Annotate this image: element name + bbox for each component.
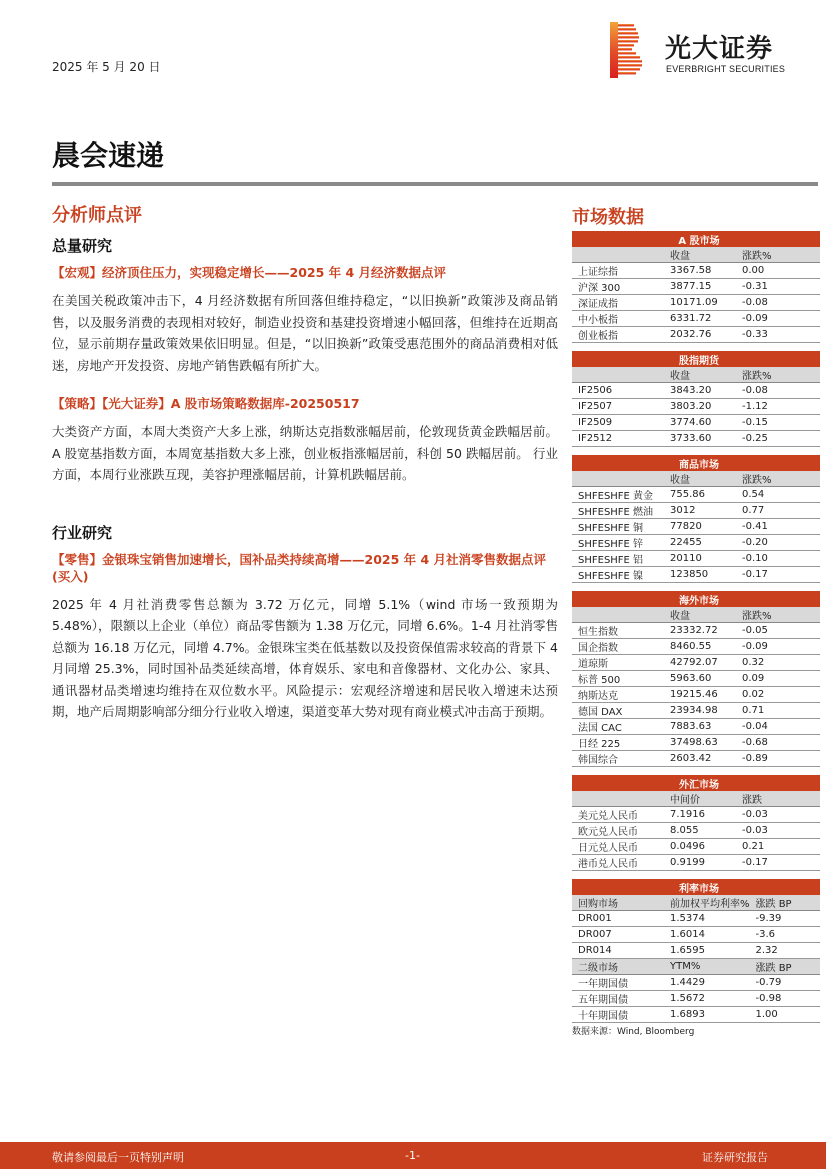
table-row bbox=[572, 327, 820, 343]
column-header: YTM% bbox=[664, 959, 750, 975]
column-header bbox=[572, 367, 664, 383]
row-change: -3.6 bbox=[750, 927, 820, 943]
market-section-title: 市场数据 bbox=[572, 207, 644, 228]
table-title: 外汇市场 bbox=[572, 775, 820, 791]
row-value: 5963.60 bbox=[664, 671, 736, 687]
row-value: 0.0496 bbox=[664, 839, 736, 855]
rates-market-table bbox=[572, 879, 820, 1023]
table-row bbox=[572, 975, 820, 991]
row-change: -0.08 bbox=[736, 383, 820, 399]
table-row bbox=[572, 655, 820, 671]
row-label: SHFESHFE 铜 bbox=[572, 519, 664, 535]
row-label: 恒生指数 bbox=[572, 623, 664, 639]
row-change: -0.98 bbox=[750, 991, 820, 1007]
article-body: 2025 年 4 月社消费零售总额为 3.72 万亿元，同增 5.1%（wind 市场一致预期为 5.48%），限额以上企业（单位）商品零售额为 1.38 万亿元，同增 6.6%。1-4 月社消零售总额为 16.18 万亿元，同增 4.7%。金银珠宝类在低基数以及投资保值需求较高的背景下 4 月同增 25.3%，同时国补品类延续高增，体育娱乐、家电和音像器材、文化办公、家具、通讯器材品类增速均维持在双位数水平。风险提示：宏观经济增速和居民收入增速未达预期，地产后周期影响部分细分行业收入增速，渠道变革大势对现有商业模式冲击高于预期。 bbox=[52, 596, 558, 719]
row-change: -0.68 bbox=[736, 735, 820, 751]
analyst-section-title: 分析师点评 bbox=[52, 205, 142, 226]
row-label: 国企指数 bbox=[572, 639, 664, 655]
article-headline[interactable]: 【零售】金银珠宝销售加速增长，国补品类持续高增——2025 年 4 月社消零售数据点评(买入) bbox=[52, 551, 547, 584]
row-change: -0.08 bbox=[736, 295, 820, 311]
brand-name-cn: 光大证券 bbox=[665, 34, 774, 64]
row-label: IF2506 bbox=[572, 383, 664, 399]
table-row bbox=[572, 551, 820, 567]
row-change: 0.02 bbox=[736, 687, 820, 703]
table-row bbox=[572, 487, 820, 503]
row-label: 法国 CAC bbox=[572, 719, 664, 735]
row-change: -0.17 bbox=[736, 855, 820, 871]
row-label: SHFESHFE 镍 bbox=[572, 567, 664, 583]
column-header: 收盘 bbox=[664, 471, 736, 487]
row-label: 日经 225 bbox=[572, 735, 664, 751]
row-label: 上证综指 bbox=[572, 263, 664, 279]
row-label: 德国 DAX bbox=[572, 703, 664, 719]
table-row bbox=[572, 623, 820, 639]
row-value: 42792.07 bbox=[664, 655, 736, 671]
row-change: -0.33 bbox=[736, 327, 820, 343]
row-change: -0.79 bbox=[750, 975, 820, 991]
row-value: 2032.76 bbox=[664, 327, 736, 343]
row-label: DR007 bbox=[572, 927, 664, 943]
table-title: 海外市场 bbox=[572, 591, 820, 607]
row-label: 中小板指 bbox=[572, 311, 664, 327]
row-value: 1.4429 bbox=[664, 975, 750, 991]
overseas-markets-table bbox=[572, 591, 820, 767]
row-value: 8460.55 bbox=[664, 639, 736, 655]
row-label: 十年期国债 bbox=[572, 1007, 664, 1023]
row-change: 0.77 bbox=[736, 503, 820, 519]
table-row bbox=[572, 991, 820, 1007]
row-label: 欧元兑人民币 bbox=[572, 823, 664, 839]
row-value: 1.5374 bbox=[664, 911, 750, 927]
table-row bbox=[572, 295, 820, 311]
row-value: 10171.09 bbox=[664, 295, 736, 311]
row-label: 港币兑人民币 bbox=[572, 855, 664, 871]
table-row bbox=[572, 823, 820, 839]
row-change: -1.12 bbox=[736, 399, 820, 415]
row-label: SHFESHFE 黄金 bbox=[572, 487, 664, 503]
table-title: A 股市场 bbox=[572, 231, 820, 247]
row-label: 一年期国债 bbox=[572, 975, 664, 991]
commodities-table bbox=[572, 455, 820, 583]
page-number: -1- bbox=[405, 1149, 420, 1162]
row-value: 2603.42 bbox=[664, 751, 736, 767]
table-row bbox=[572, 719, 820, 735]
row-change: -0.89 bbox=[736, 751, 820, 767]
row-value: 0.9199 bbox=[664, 855, 736, 871]
column-header: 收盘 bbox=[664, 607, 736, 623]
article-headline[interactable]: 【策略】【光大证券】A 股市场策略数据库-20250517 bbox=[52, 396, 360, 411]
a-share-table bbox=[572, 231, 820, 343]
everbright-logo bbox=[610, 22, 810, 80]
market-data-column bbox=[572, 207, 820, 1037]
table-row bbox=[572, 839, 820, 855]
column-header: 收盘 bbox=[664, 247, 736, 263]
column-header bbox=[572, 607, 664, 623]
row-change: -9.39 bbox=[750, 911, 820, 927]
table-row bbox=[572, 263, 820, 279]
page-title: 晨会速递 bbox=[52, 139, 165, 172]
column-header: 涨跌% bbox=[736, 367, 820, 383]
row-label: SHFESHFE 铝 bbox=[572, 551, 664, 567]
row-label: 五年期国债 bbox=[572, 991, 664, 1007]
report-type: 证券研究报告 bbox=[702, 1151, 768, 1164]
brand-name-en: EVERBRIGHT SECURITIES bbox=[666, 64, 786, 74]
row-label: SHFESHFE 燃油 bbox=[572, 503, 664, 519]
table-row bbox=[572, 639, 820, 655]
column-header: 涨跌 BP bbox=[750, 895, 820, 911]
row-change: -0.09 bbox=[736, 311, 820, 327]
table-row bbox=[572, 855, 820, 871]
article-body: 在美国关税政策冲击下，4 月经济数据有所回落但维持稳定，“以旧换新”政策涉及商品销售，以及服务消费的表现相对较好，制造业投资和基建投资增速小幅回落，但维持在近期高位，显示前期存量政策效果依旧明显。但是，“以旧换新”政策受惠范围外的商品消费相对低迷，房地产开发投资、房地产销售跌幅有所扩大。 bbox=[52, 293, 558, 373]
column-header: 中间价 bbox=[664, 791, 736, 807]
table-row bbox=[572, 503, 820, 519]
row-change: 0.09 bbox=[736, 671, 820, 687]
row-label: 日元兑人民币 bbox=[572, 839, 664, 855]
row-label: 道琼斯 bbox=[572, 655, 664, 671]
row-change: 0.32 bbox=[736, 655, 820, 671]
article bbox=[52, 264, 558, 376]
row-value: 37498.63 bbox=[664, 735, 736, 751]
table-row bbox=[572, 911, 820, 927]
row-value: 755.86 bbox=[664, 487, 736, 503]
row-change: -0.31 bbox=[736, 279, 820, 295]
row-change: -0.03 bbox=[736, 807, 820, 823]
row-label: 纳斯达克 bbox=[572, 687, 664, 703]
row-change: -0.41 bbox=[736, 519, 820, 535]
row-label: 沪深 300 bbox=[572, 279, 664, 295]
row-change: 0.71 bbox=[736, 703, 820, 719]
index-futures-table bbox=[572, 351, 820, 447]
article bbox=[52, 551, 558, 723]
column-header: 涨跌% bbox=[736, 471, 820, 487]
table-row bbox=[572, 703, 820, 719]
row-value: 19215.46 bbox=[664, 687, 736, 703]
row-change: -0.17 bbox=[736, 567, 820, 583]
row-label: 创业板指 bbox=[572, 327, 664, 343]
row-change: -0.20 bbox=[736, 535, 820, 551]
table-row bbox=[572, 431, 820, 447]
row-value: 7.1916 bbox=[664, 807, 736, 823]
row-value: 3733.60 bbox=[664, 431, 736, 447]
disclaimer-link[interactable]: 敬请参阅最后一页特别声明 bbox=[52, 1151, 184, 1164]
table-row bbox=[572, 519, 820, 535]
column-header: 涨跌% bbox=[736, 247, 820, 263]
row-value: 20110 bbox=[664, 551, 736, 567]
row-value: 23934.98 bbox=[664, 703, 736, 719]
row-label: IF2512 bbox=[572, 431, 664, 447]
macro-research-title: 总量研究 bbox=[52, 237, 113, 255]
row-value: 1.6595 bbox=[664, 943, 750, 959]
table-row bbox=[572, 1007, 820, 1023]
table-row bbox=[572, 943, 820, 959]
row-label: SHFESHFE 锌 bbox=[572, 535, 664, 551]
row-value: 123850 bbox=[664, 567, 736, 583]
row-value: 1.6014 bbox=[664, 927, 750, 943]
table-row bbox=[572, 311, 820, 327]
page-footer bbox=[0, 1142, 826, 1169]
row-change: 1.00 bbox=[750, 1007, 820, 1023]
row-change: 0.54 bbox=[736, 487, 820, 503]
table-title: 股指期货 bbox=[572, 351, 820, 367]
table-row bbox=[572, 567, 820, 583]
row-change: -0.03 bbox=[736, 823, 820, 839]
row-change: -0.04 bbox=[736, 719, 820, 735]
row-value: 3843.20 bbox=[664, 383, 736, 399]
table-row bbox=[572, 751, 820, 767]
row-label: DR001 bbox=[572, 911, 664, 927]
column-header: 涨跌 BP bbox=[750, 959, 820, 975]
data-source-note: 数据来源：Wind, Bloomberg bbox=[572, 1027, 695, 1037]
column-header: 收盘 bbox=[664, 367, 736, 383]
table-row bbox=[572, 927, 820, 943]
article-body: 大类资产方面，本周大类资产大多上涨，纳斯达克指数涨幅居前，伦敦现货黄金跌幅居前。 A 股宽基指数方面，本周宽基指数大多上涨，创业板指涨幅居前，科创 50 跌幅居前。 行业方面，本周行业涨跌互现，美容护理涨幅居前，计算机跌幅居前。 bbox=[52, 424, 558, 482]
table-row bbox=[572, 735, 820, 751]
column-header: 回购市场 bbox=[572, 895, 664, 911]
row-value: 1.5672 bbox=[664, 991, 750, 1007]
row-label: 深证成指 bbox=[572, 295, 664, 311]
row-change: -0.09 bbox=[736, 639, 820, 655]
logo-mark-icon bbox=[610, 22, 642, 78]
row-value: 3012 bbox=[664, 503, 736, 519]
row-label: DR014 bbox=[572, 943, 664, 959]
table-row bbox=[572, 535, 820, 551]
row-change: -0.25 bbox=[736, 431, 820, 447]
row-change: 2.32 bbox=[750, 943, 820, 959]
row-value: 8.055 bbox=[664, 823, 736, 839]
row-value: 3877.15 bbox=[664, 279, 736, 295]
article bbox=[52, 395, 558, 486]
row-label: IF2509 bbox=[572, 415, 664, 431]
table-title: 利率市场 bbox=[572, 879, 820, 895]
table-title: 商品市场 bbox=[572, 455, 820, 471]
table-row bbox=[572, 671, 820, 687]
column-header: 涨跌 bbox=[736, 791, 820, 807]
column-header: 涨跌% bbox=[736, 607, 820, 623]
row-value: 23332.72 bbox=[664, 623, 736, 639]
title-divider bbox=[52, 182, 818, 186]
industry-research-title: 行业研究 bbox=[52, 523, 113, 542]
row-value: 3367.58 bbox=[664, 263, 736, 279]
article-headline[interactable]: 【宏观】经济顶住压力，实现稳定增长——2025 年 4 月经济数据点评 bbox=[52, 265, 447, 280]
row-change: -0.05 bbox=[736, 623, 820, 639]
column-header bbox=[572, 791, 664, 807]
row-label: 韩国综合 bbox=[572, 751, 664, 767]
table-row bbox=[572, 687, 820, 703]
column-header bbox=[572, 247, 664, 263]
table-row bbox=[572, 415, 820, 431]
row-value: 77820 bbox=[664, 519, 736, 535]
column-header bbox=[572, 471, 664, 487]
report-date: 2025 年 5 月 20 日 bbox=[52, 60, 161, 74]
row-label: 美元兑人民币 bbox=[572, 807, 664, 823]
column-header: 前加权平均利率% bbox=[664, 895, 750, 911]
row-value: 3774.60 bbox=[664, 415, 736, 431]
row-label: IF2507 bbox=[572, 399, 664, 415]
table-row bbox=[572, 383, 820, 399]
row-value: 3803.20 bbox=[664, 399, 736, 415]
table-row bbox=[572, 399, 820, 415]
row-value: 1.6893 bbox=[664, 1007, 750, 1023]
row-value: 22455 bbox=[664, 535, 736, 551]
table-row bbox=[572, 807, 820, 823]
row-change: -0.10 bbox=[736, 551, 820, 567]
row-change: 0.21 bbox=[736, 839, 820, 855]
fx-market-table bbox=[572, 775, 820, 871]
row-change: 0.00 bbox=[736, 263, 820, 279]
row-change: -0.15 bbox=[736, 415, 820, 431]
row-value: 7883.63 bbox=[664, 719, 736, 735]
row-label: 标普 500 bbox=[572, 671, 664, 687]
row-value: 6331.72 bbox=[664, 311, 736, 327]
column-header: 二级市场 bbox=[572, 959, 664, 975]
table-row bbox=[572, 279, 820, 295]
analyst-column bbox=[52, 203, 558, 723]
